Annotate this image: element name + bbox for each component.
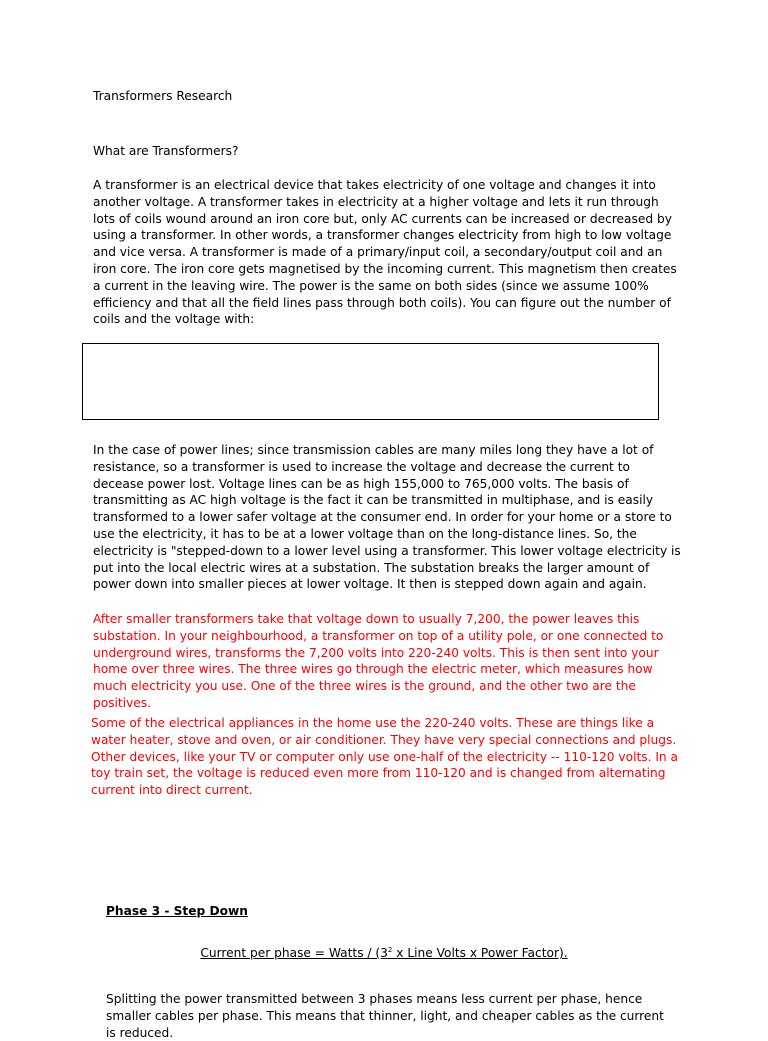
paragraph-substation: After smaller transformers take that voltage down to usually 7,200, the power leaves this substation. In your neighbourhood, a transformer on top of a utility pole, or one connected to underground wires, transforms the 7,200 volts into 220-240 volts. This is then sent into your home over three wires. The three wires go through the electric meter, which measures how much electricity you use. One of the three wires is the ground, and the other two are the positives. bbox=[93, 612, 664, 710]
paragraph-definition: A transformer is an electrical device that takes electricity of one voltage and changes it into another voltage. A transformer takes in electricity at a higher voltage and lets it run through lots of coils wound around an iron core but, only AC currents can be increased or decreased by using a transformer. In other words, a transformer changes electricity from high to low voltage and vice versa. A transformer is made of a primary/input coil, a secondary/output coil and an iron core. The iron core gets magnetised by the incoming current. This magnetism then creates a current in the leaving wire. The power is the same on both sides (since we assume 100% efficiency and that all the field lines pass through both coils). You can figure out the number of coils and the voltage with: bbox=[93, 178, 677, 327]
paragraph-appliances: Some of the electrical appliances in the home use the 220-240 volts. These are things like a water heater, stove and oven, or air conditioner. They have very special connections and plugs. Other devices, like your TV or computer only use one-half of the electricity -- 110-120 volts. In a toy train set, the voltage is reduced even more from 110-120 and is changed from alternating current into direct current. bbox=[91, 716, 678, 798]
formula-prefix: Current per phase = Watts / (3 bbox=[200, 946, 388, 961]
formula-exponent: 2 bbox=[387, 946, 393, 954]
paragraph-three-phase: Splitting the power transmitted between 3 phases means less current per phase, hence smaller cables per phase. This means that thinner, light, and cheaper cables as the current is reduced. bbox=[106, 992, 664, 1040]
current-formula bbox=[0, 946, 768, 960]
phase-heading: Phase 3 - Step Down bbox=[106, 904, 248, 918]
formula-image-box bbox=[82, 343, 659, 420]
paragraph-power-lines: In the case of power lines; since transmission cables are many miles long they have a lot of resistance, so a transformer is used to increase the voltage and decrease the current to decease power lost. Voltage lines can be as high 155,000 to 765,000 volts. The basis of transmitting as AC high voltage is the fact it can be transmitted in multiphase, and is easily transformed to a lower safer voltage at the consumer end. In order for your home or a store to use the electricity, it has to be at a lower voltage than on the long-distance lines. So, the electricity is "stepped-down to a lower level using a transformer. This lower voltage electricity is put into the local electric wires at a substation. The substation breaks the larger amount of power down into smaller pieces at lower voltage. It then is stepped down again and again. bbox=[93, 443, 681, 592]
formula-suffix: x Line Volts x Power Factor). bbox=[392, 946, 568, 961]
section-heading: What are Transformers? bbox=[93, 144, 239, 158]
document-title: Transformers Research bbox=[93, 89, 233, 103]
